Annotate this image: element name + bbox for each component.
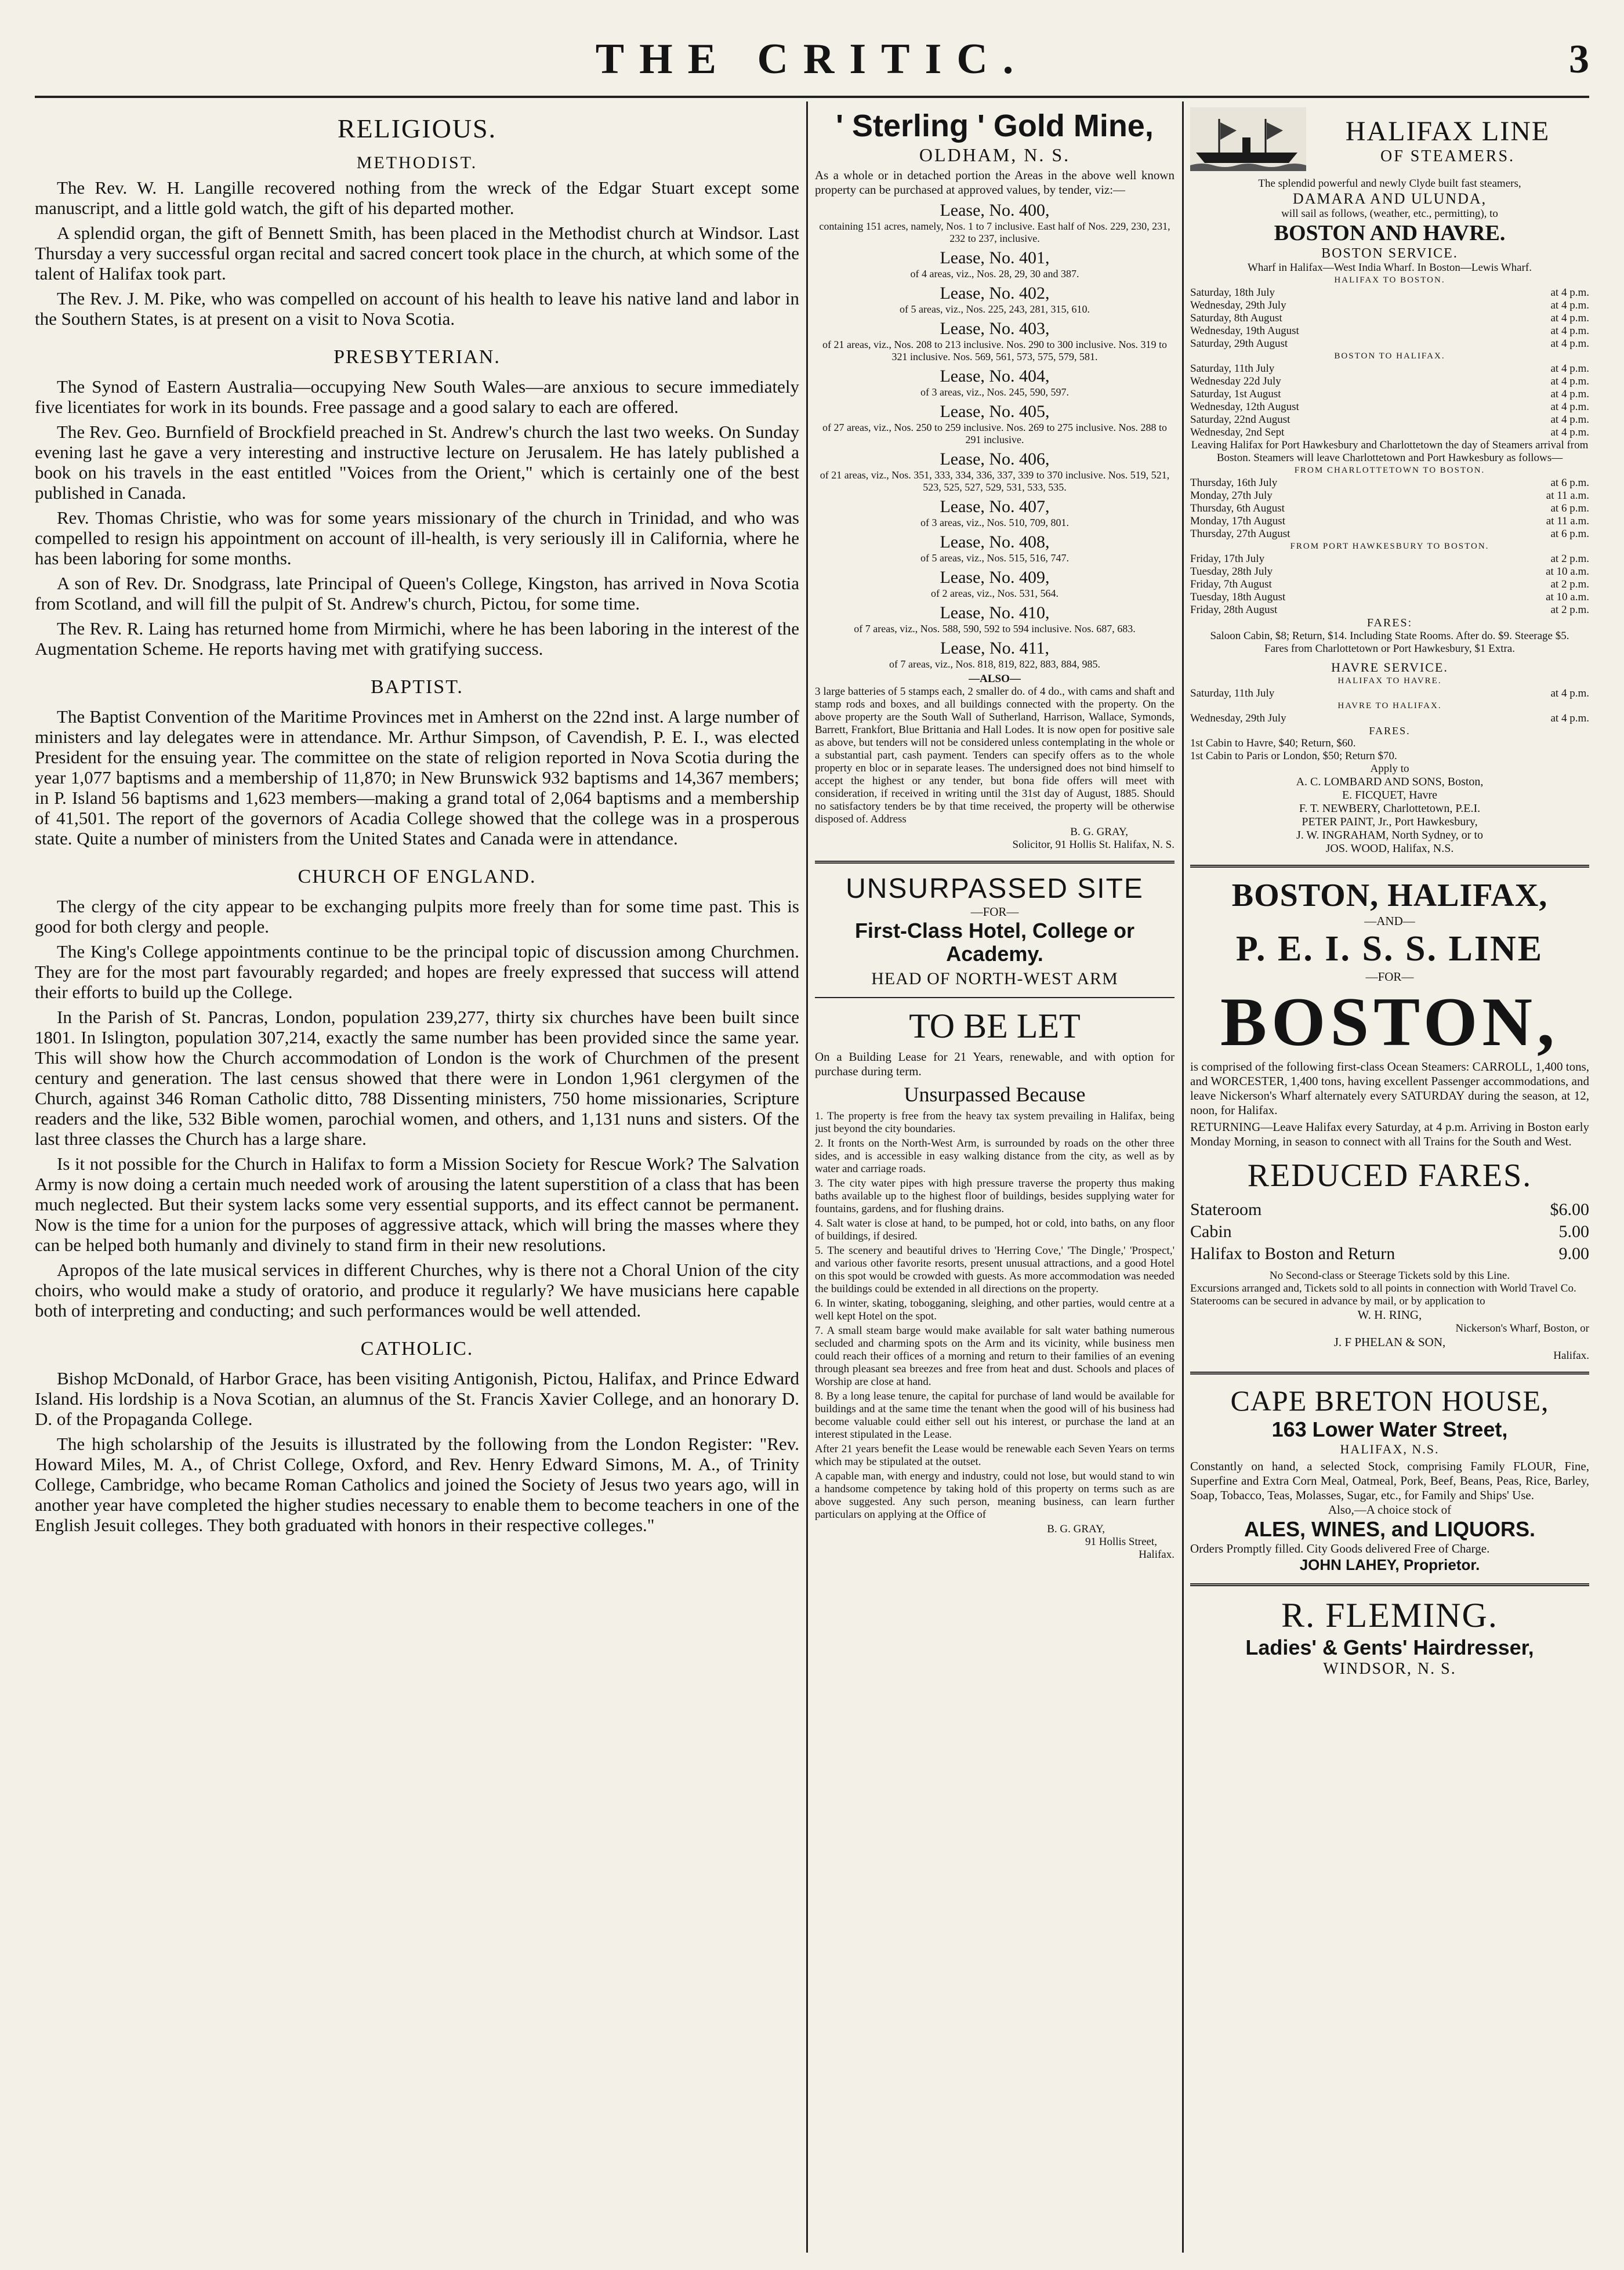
site-to-let-ad <box>815 873 1174 1561</box>
fare-label: Cabin <box>1190 1222 1232 1241</box>
presbyterian-heading: PRESBYTERIAN. <box>334 346 501 368</box>
lease-desc: of 3 areas, viz., Nos. 510, 709, 801. <box>920 517 1069 528</box>
ad-title: ' Sterling ' Gold Mine, <box>836 108 1154 143</box>
schedule-time: at 4 p.m. <box>1550 687 1589 699</box>
paragraph: A splendid organ, the gift of Bennett Smith, has been placed in the Methodist church at Windsor. Last Thursday a very successful organ recital and sacred concert took place in the church, at which some of the talent of Halifax took part. <box>35 223 799 284</box>
boston-heading: BOSTON, <box>1220 983 1559 1060</box>
schedule-date: Thursday, 27th August <box>1190 528 1290 540</box>
schedule-heading: BOSTON TO HALIFAX. <box>1334 351 1445 361</box>
also-text: 3 large batteries of 5 stamps each, 2 smaller do. of 4 do., with cams and shaft and stamp rods and boxes, and all buildings connected with the property. On the above property are the South Wall of Sutherland, Harrison, Wallace, Symonds, Barrett, Frankfort, Blue Brittania and Hall Lodes. It is now open for positive sale as above, but tenders will not be considered unless contemplating in the whole or a substantial part, cash payment. Tenders can specify offers as to the whole property en bloc or in separate leases. The undersigned does not bind himself to accept the highest or any tender, but bona fide offers will meet with consideration, if received in writing until the 31st day of August, 1885. Should no satisfactory tenders be by that time received, the property will be otherwise disposed of. Address <box>815 686 1174 825</box>
destination: BOSTON AND HAVRE. <box>1274 221 1506 245</box>
reason-item: 7. A small steam barge would make available for salt water bathing numerous secluded and charming spots on the Arm and its vicinity, while business men could reach their offices of a morning and return to their families of an evening through pleasant sea breezes and free from heat and dust. Schools and places of Worship are close at hand. <box>815 1325 1174 1388</box>
for-label: —FOR— <box>1365 970 1414 984</box>
reduced-fares-heading: REDUCED FARES. <box>1247 1158 1532 1194</box>
lease-item <box>815 639 1174 670</box>
signature-name: B. G. GRAY, <box>1070 826 1128 838</box>
lease-name: Lease, No. 410, <box>940 603 1050 622</box>
schedule-port-hawkesbury-to-boston <box>1190 553 1589 617</box>
church-of-england-heading: CHURCH OF ENGLAND. <box>298 866 536 887</box>
lease-name: Lease, No. 403, <box>940 319 1050 338</box>
lease-item <box>815 284 1174 316</box>
paragraph: The Rev. Geo. Burnfield of Brockfield preached in St. Andrew's church the last two weeks. On Sunday evening last he gave a very interesting and instructive lecture on Jerusalem. He has lately published a book on his travels in the east entitled "Voices from the Orient," which is certainly one of the best published in Canada. <box>35 422 799 503</box>
paragraph: The Synod of Eastern Australia—occupying New South Wales—are anxious to secure immediately five licentiates for work in its bounds. Free passage and a good salary to each are offered. <box>35 376 799 417</box>
ales-heading: ALES, WINES, and LIQUORS. <box>1244 1517 1536 1541</box>
methodist-heading: METHODIST. <box>356 153 478 172</box>
fleming-hairdresser-ad <box>1190 1595 1589 1678</box>
reason-item: 1. The property is free from the heavy tax system prevailing in Halifax, being just beyond the city boundaries. <box>815 1110 1174 1135</box>
schedule-row <box>1190 287 1589 299</box>
schedule-date: Friday, 28th August <box>1190 604 1278 616</box>
paragraph: The Rev. J. M. Pike, who was compelled on account of his health to leave his native land and labor in the Southern States, is at present on a visit to Nova Scotia. <box>35 288 799 329</box>
divider <box>1190 1372 1589 1375</box>
schedule-row <box>1190 553 1589 565</box>
reasons-list <box>815 1110 1174 1521</box>
schedule-time: at 6 p.m. <box>1550 477 1589 489</box>
steamship-icon <box>1190 107 1306 174</box>
fare-table <box>1190 1199 1589 1265</box>
store-city: HALIFAX, N.S. <box>1340 1442 1440 1456</box>
lease-item <box>815 367 1174 398</box>
schedule-time: at 4 p.m. <box>1550 426 1589 438</box>
schedule-date: Tuesday, 28th July <box>1190 565 1273 578</box>
lease-desc: of 21 areas, viz., Nos. 208 to 213 inclusive. Nos. 290 to 300 inclusive. Nos. 319 to 321 inclusive. Nos. 569, 561, 573, 575, 579, 581. <box>822 339 1167 362</box>
schedule-row <box>1190 477 1589 489</box>
to-let-heading: TO BE LET <box>909 1007 1081 1045</box>
paragraph: The Rev. R. Laing has returned home from Mirmichi, where he has been laboring in the interest of the Augmentation Scheme. He reports having met with gratifying success. <box>35 618 799 659</box>
schedule-date: Saturday, 22nd August <box>1190 414 1290 426</box>
lease-name: Lease, No. 402, <box>940 284 1050 303</box>
agents-list <box>1190 775 1589 855</box>
boston-halifax-pei-line-ad <box>1190 877 1589 1362</box>
schedule-row <box>1190 502 1589 515</box>
lease-terms: On a Building Lease for 21 Years, renewable, and with option for purchase during term. <box>815 1050 1174 1078</box>
because-heading: Unsurpassed Because <box>904 1083 1086 1106</box>
site-location: HEAD OF NORTH-WEST ARM <box>871 969 1118 988</box>
lease-item <box>815 449 1174 494</box>
schedule-row <box>1190 489 1589 502</box>
agent-name: W. H. RING, <box>1357 1308 1422 1322</box>
schedule-row <box>1190 591 1589 604</box>
lease-item <box>815 532 1174 564</box>
lease-item <box>815 248 1174 280</box>
schedule-row <box>1190 401 1589 414</box>
schedule-heading: HALIFAX TO HAVRE. <box>1337 676 1442 686</box>
schedule-time: at 10 a.m. <box>1546 591 1589 603</box>
schedule-row <box>1190 712 1589 725</box>
schedule-date: Saturday, 8th August <box>1190 312 1282 324</box>
returning-note: RETURNING—Leave Halifax every Saturday, at 4 p.m. Arriving in Boston early Monday Morning, in season to connect with all Trains for the South and West. <box>1190 1120 1589 1148</box>
signature-address: Solicitor, 91 Hollis St. Halifax, N. S. <box>1012 839 1174 851</box>
schedule-date: Wednesday, 2nd Sept <box>1190 426 1285 438</box>
lease-desc: of 2 areas, viz., Nos. 531, 564. <box>931 588 1058 599</box>
fare-price: $6.00 <box>1550 1200 1589 1219</box>
schedule-charlottetown-to-boston <box>1190 477 1589 541</box>
reason-item: 3. The city water pipes with high pressure traverse the property thus making baths available up to the highest floor of buildings, besides supplying water for fountains, gardens, and for flushing drains. <box>815 1177 1174 1215</box>
schedule-row <box>1190 325 1589 338</box>
advertisements-column-right <box>1190 107 1589 2253</box>
fare-row <box>1190 1243 1589 1265</box>
wharf-info: Wharf in Halifax—West India Wharf. In Boston—Lewis Wharf. <box>1247 262 1532 274</box>
lease-name: Lease, No. 405, <box>940 402 1050 421</box>
ad-title: BOSTON, HALIFAX, <box>1231 877 1548 913</box>
ad-title: HALIFAX LINE <box>1345 116 1550 147</box>
boston-service-heading: BOSTON SERVICE. <box>1321 246 1458 261</box>
lease-desc: of 27 areas, viz., Nos. 250 to 259 inclusive. Nos. 269 to 275 inclusive. Nos. 288 to 291 inclusive. <box>822 422 1167 445</box>
schedule-time: at 4 p.m. <box>1550 338 1589 350</box>
lease-item <box>815 603 1174 635</box>
lease-name: Lease, No. 408, <box>940 532 1050 552</box>
lease-item <box>815 402 1174 446</box>
lease-list <box>815 201 1174 670</box>
schedule-time: at 4 p.m. <box>1550 287 1589 299</box>
excursions-note: Excursions arranged and, Tickets sold to all points in connection with World Travel Co. <box>1190 1282 1576 1294</box>
schedule-row <box>1190 338 1589 350</box>
masthead <box>35 23 1589 98</box>
ad-intro: As a whole or in detached portion the Areas in the above well known property can be purchased at approved values, by tender, viz:— <box>815 168 1174 197</box>
schedule-row <box>1190 604 1589 617</box>
schedule-date: Saturday, 18th July <box>1190 287 1275 299</box>
schedule-row <box>1190 528 1589 541</box>
lease-name: Lease, No. 407, <box>940 497 1050 516</box>
ad-subtitle: OF STEAMERS. <box>1380 147 1516 165</box>
fare-row <box>1190 1199 1589 1221</box>
newspaper-title: THE CRITIC. <box>595 35 1029 83</box>
schedule-time: at 2 p.m. <box>1550 553 1589 565</box>
schedule-row <box>1190 687 1589 700</box>
proprietor: JOHN LAHEY, Proprietor. <box>1299 1556 1480 1573</box>
lease-name: Lease, No. 409, <box>940 568 1050 587</box>
paragraph: The King's College appointments continue to be the principal topic of discussion among Churchmen. They are for the most part favourably regarded; and hopes are freely expressed that success will attend their efforts to build up the College. <box>35 941 799 1002</box>
schedule-time: at 4 p.m. <box>1550 299 1589 311</box>
divider <box>815 997 1174 998</box>
site-purpose: First-Class Hotel, College or Academy. <box>854 919 1135 966</box>
havre-fare: 1st Cabin to Paris or London, $50; Return $70. <box>1190 750 1397 762</box>
fare-price: 5.00 <box>1558 1222 1589 1241</box>
agent-address: Nickerson's Wharf, Boston, or <box>1455 1322 1589 1335</box>
reason-item: 8. By a long lease tenure, the capital for purchase of land would be available for buildings and at the same time the tenant when the good will of his business had become valuable could either sell out his interest, or purchase the land at an interest stipulated in the Lease. <box>815 1390 1174 1441</box>
also-heading: —ALSO— <box>969 673 1021 685</box>
town: WINDSOR, N. S. <box>1323 1660 1456 1678</box>
lease-item <box>815 568 1174 600</box>
schedule-date: Thursday, 6th August <box>1190 502 1285 514</box>
column-rule <box>1182 101 1184 2253</box>
trade: Ladies' & Gents' Hairdresser, <box>1245 1636 1534 1659</box>
signature-name: B. G. GRAY, <box>1047 1523 1105 1535</box>
havre-fares-heading: FARES. <box>1369 725 1411 737</box>
reason-item: 2. It fronts on the North-West Arm, is surrounded by roads on the other three sides, and is accessible in easy walking distance from the city, as well as by water and carriage roads. <box>815 1137 1174 1175</box>
schedule-time: at 4 p.m. <box>1550 414 1589 426</box>
lease-name: Lease, No. 404, <box>940 367 1050 386</box>
religious-column <box>35 107 799 2253</box>
schedule-row <box>1190 515 1589 528</box>
schedule-date: Saturday, 29th August <box>1190 338 1288 350</box>
paragraph: The Baptist Convention of the Maritime Provinces met in Amherst on the 22nd inst. A large number of ministers and lay delegates were in attendance. Mr. Arthur Simpson, of Cavendish, P. E. I., was elected President for the ensuing year. The committee on the state of religion reported in Nova Scotia during the year 1,077 baptisms and a membership of 11,870; in New Brunswick 932 baptisms and 14,367 members; in P. Island 56 baptisms and 1,623 members—making a grand total of 2,064 baptisms and a membership of 41,501. The report of the governors of Acadia College showed that the college was in a prosperous state. Quite a number of ministers from the United States and Canada were in attendance. <box>35 706 799 848</box>
lease-item <box>815 319 1174 363</box>
lease-item <box>815 201 1174 245</box>
fares-heading: FARES: <box>1366 617 1413 629</box>
schedule-time: at 4 p.m. <box>1550 388 1589 400</box>
paragraph: The Rev. W. H. Langille recovered nothing from the wreck of the Edgar Stuart except some manuscript, and a little gold watch, the gift of his departed mother. <box>35 177 799 218</box>
ad-title: UNSURPASSED SITE <box>846 873 1144 904</box>
lease-name: Lease, No. 400, <box>940 201 1050 220</box>
paragraph: Apropos of the late musical services in different Churches, why is there not a Choral Union of the city choirs, who would make a study of oratorio, and produce it regularly? We have musicians here capable both of interpreting and conducting; and such performances would be well attended. <box>35 1260 799 1321</box>
schedule-date: Wednesday, 19th August <box>1190 325 1299 337</box>
lease-desc: containing 151 acres, namely, Nos. 1 to 7 inclusive. East half of Nos. 229, 230, 231, 232 to 237, inclusive. <box>819 220 1170 244</box>
paragraph: The clergy of the city appear to be exchanging pulpits more freely than for some time past. This is good for both clergy and people. <box>35 896 799 937</box>
schedule-date: Thursday, 16th July <box>1190 477 1278 489</box>
schedule-date: Monday, 17th August <box>1190 515 1285 527</box>
schedule-time: at 2 p.m. <box>1550 578 1589 590</box>
paragraph: In the Parish of St. Pancras, London, population 239,277, thirty six churches have been built since 1801. In Islington, population 307,214, exactly the same number has been provided since the same year. This will show how the Church accommodation of London is the work of Churchmen of the present century and generation. The last census showed that there were in London 1,961 clergymen of the Church, against 346 Roman Catholic ditto, 788 Dissenting ministers, 750 home missionaries, Scripture readers and the like, 532 Bible women, parochial women, and others, and 1,131 nuns and sisters. Of the last three classes the Church has a large share. <box>35 1007 799 1149</box>
reason-item: A capable man, with energy and industry, could not lose, but would stand to win a handsome competence by taking hold of this property on terms such as are above suggested. Any such person, meaning business, can learn further particulars on applying at the Office of <box>815 1470 1174 1521</box>
schedule-row <box>1190 388 1589 401</box>
schedule-halifax-to-boston <box>1190 287 1589 350</box>
sterling-gold-mine-ad <box>815 107 1174 851</box>
lease-desc: of 3 areas, viz., Nos. 245, 590, 597. <box>920 386 1069 398</box>
paragraph: A son of Rev. Dr. Snodgrass, late Principal of Queen's College, Kingston, has arrived in Nova Scotia from Scotland, and will fill the pulpit of St. Andrew's church, Pictou, for some time. <box>35 573 799 614</box>
baptist-heading: BAPTIST. <box>371 676 463 698</box>
schedule-heading: FROM CHARLOTTETOWN TO BOSTON. <box>1294 466 1485 475</box>
agent: JOS. WOOD, Halifax, N.S. <box>1325 842 1454 855</box>
schedule-row <box>1190 299 1589 312</box>
schedule-boston-to-halifax <box>1190 362 1589 439</box>
agent: PETER PAINT, Jr., Port Hawkesbury, <box>1302 815 1478 828</box>
schedule-date: Wednesday, 29th July <box>1190 712 1286 724</box>
fare-label: Halifax to Boston and Return <box>1190 1244 1395 1263</box>
schedule-date: Wednesday, 12th August <box>1190 401 1299 413</box>
agent: F. T. NEWBERY, Charlottetown, P.E.I. <box>1299 802 1481 815</box>
lease-name: Lease, No. 401, <box>940 248 1050 267</box>
lease-name: Lease, No. 406, <box>940 449 1050 469</box>
paragraph: Rev. Thomas Christie, who was for some years missionary of the church in Trinidad, and who was compelled to resign his appointment on account of ill-health, is very seriously ill in California, where he has been laboring for some months. <box>35 507 799 568</box>
schedule-time: at 10 a.m. <box>1546 565 1589 578</box>
catholic-heading: CATHOLIC. <box>360 1338 474 1359</box>
schedule-date: Saturday, 1st August <box>1190 388 1281 400</box>
schedule-time: at 4 p.m. <box>1550 375 1589 387</box>
schedule-date: Tuesday, 18th August <box>1190 591 1286 603</box>
agent: E. FICQUET, Havre <box>1342 789 1438 802</box>
divider <box>1190 1583 1589 1586</box>
apply-to: Apply to <box>1370 763 1409 775</box>
lease-desc: of 5 areas, viz., Nos. 225, 243, 281, 315, 610. <box>900 303 1090 315</box>
ad-title: R. FLEMING. <box>1281 1596 1498 1634</box>
and-label: —AND— <box>1364 914 1415 928</box>
no-second-class-note: No Second-class or Steerage Tickets sold by this Line. <box>1269 1270 1510 1282</box>
lease-desc: of 4 areas, viz., Nos. 28, 29, 30 and 387. <box>910 268 1079 280</box>
havre-service-heading: HAVRE SERVICE. <box>1331 660 1448 675</box>
sail-note: will sail as follows, (weather, etc., permitting), to <box>1281 208 1498 220</box>
lease-desc: of 21 areas, viz., Nos. 351, 333, 334, 336, 337, 339 to 370 inclusive. Nos. 519, 521, 523, 525, 527, 529, 531, 533, 535. <box>820 469 1170 493</box>
line-name: P. E. I. S. S. LINE <box>1235 929 1544 969</box>
advertisements-column-middle <box>815 107 1174 2253</box>
schedule-time: at 4 p.m. <box>1550 362 1589 375</box>
lease-item <box>815 497 1174 529</box>
schedule-date: Wednesday 22d July <box>1190 375 1281 387</box>
cape-breton-house-ad <box>1190 1384 1589 1574</box>
divider <box>1190 865 1589 868</box>
schedule-time: at 11 a.m. <box>1546 489 1589 502</box>
ad-subtitle: OLDHAM, N. S. <box>919 144 1071 165</box>
catholic-section <box>35 1368 799 1535</box>
fare-row <box>1190 1221 1589 1243</box>
schedule-row <box>1190 375 1589 388</box>
lease-desc: of 7 areas, viz., Nos. 588, 590, 592 to 594 inclusive. Nos. 687, 683. <box>854 623 1136 634</box>
schedule-time: at 2 p.m. <box>1550 604 1589 616</box>
methodist-section <box>35 177 799 329</box>
schedule-heading: FROM PORT HAWKESBURY TO BOSTON. <box>1290 542 1489 551</box>
lease-name: Lease, No. 411, <box>940 639 1049 658</box>
schedule-row <box>1190 312 1589 325</box>
paragraph: The high scholarship of the Jesuits is illustrated by the following from the London Register: "Rev. Howard Miles, M. A., of Christ College, Oxford, and Rev. Henry Edward Simons, M. A., of Trinity College, Cambridge, who became Roman Catholics and joined the Society of Jesus two years ago, will in another year have completed the higher studies necessary to enable them to become teachers in one of the English Jesuit colleges. They both graduated with honors in their respective colleges." <box>35 1434 799 1535</box>
schedule-heading: HAVRE TO HALIFAX. <box>1337 701 1442 710</box>
schedule-time: at 4 p.m. <box>1550 312 1589 324</box>
signature-city: Halifax. <box>1139 1549 1174 1561</box>
staterooms-note: Staterooms can be secured in advance by mail, or by application to <box>1190 1295 1485 1307</box>
schedule-date: Saturday, 11th July <box>1190 362 1275 375</box>
schedule-time: at 11 a.m. <box>1546 515 1589 527</box>
agent: A. C. LOMBARD AND SONS, Boston, <box>1296 775 1484 788</box>
schedule-date: Friday, 7th August <box>1190 578 1272 590</box>
schedule-time: at 4 p.m. <box>1550 325 1589 337</box>
schedule-date: Wednesday, 29th July <box>1190 299 1286 311</box>
schedule-heading: HALIFAX TO BOSTON. <box>1334 275 1445 285</box>
for-label: —FOR— <box>970 905 1019 919</box>
pei-note: Leaving Halifax for Port Hawkesbury and Charlottetown the day of Steamers arrival from Boston. Steamers will leave Charlottetown and Port Hawkesbury as follows— <box>1191 439 1589 464</box>
schedule-time: at 6 p.m. <box>1550 528 1589 540</box>
lease-desc: of 7 areas, viz., Nos. 818, 819, 822, 883, 884, 985. <box>889 658 1100 670</box>
reason-item: 6. In winter, skating, tobogganing, sleighing, and other parties, would centre at a well kept Hotel on the spot. <box>815 1297 1174 1322</box>
reason-item: 5. The scenery and beautiful drives to 'Herring Cove,' 'The Dingle,' 'Prospect,' and various other favorite resorts, present unusual attractions, and a good Hotel on this spot would be crowded with guests. As more accommodation was needed the buildings could be extended in all directions on the property. <box>815 1245 1174 1295</box>
agent-address: Halifax. <box>1553 1350 1589 1362</box>
ad-title: CAPE BRETON HOUSE, <box>1230 1384 1549 1417</box>
paragraph: Is it not possible for the Church in Halifax to form a Mission Society for Rescue Work? The Salvation Army is now doing a certain much needed work of arousing the latent superstition of a class that has been much neglected. But their system lacks some very essential supports, and its effect cannot be permanent. Now is the time for a union for the purposes of aggressive attack, which will bring the masses where they can be helped both humanly and divinely to stand firm in their new resolutions. <box>35 1154 799 1255</box>
baptist-section <box>35 706 799 848</box>
column-rule <box>806 101 808 2253</box>
ship-names: DAMARA AND ULUNDA, <box>1292 190 1487 207</box>
steamers-intro: The splendid powerful and newly Clyde built fast steamers, <box>1258 177 1521 190</box>
schedule-row <box>1190 578 1589 591</box>
lease-desc: of 5 areas, viz., Nos. 515, 516, 747. <box>920 552 1069 564</box>
schedule-row <box>1190 414 1589 426</box>
schedule-date: Saturday, 11th July <box>1190 687 1275 699</box>
schedule-time: at 6 p.m. <box>1550 502 1589 514</box>
halifax-line-ad <box>1190 107 1589 855</box>
paragraph: Bishop McDonald, of Harbor Grace, has been visiting Antigonish, Pictou, Halifax, and Prince Edward Island. His lordship is a Nova Scotian, an alumnus of the St. Francis Xavier College, and an honorary D. D. of the Propaganda College. <box>35 1368 799 1429</box>
presbyterian-section <box>35 376 799 659</box>
church-of-england-section <box>35 896 799 1321</box>
fare-price: 9.00 <box>1558 1244 1589 1263</box>
orders-note: Orders Promptly filled. City Goods delivered Free of Charge. <box>1190 1542 1490 1555</box>
store-body: Constantly on hand, a selected Stock, comprising Family FLOUR, Fine, Superfine and Extra Corn Meal, Oatmeal, Pork, Beef, Beans, Peas, Rice, Barley, Soap, Tobacco, Teas, Molasses, Sugar, etc., for Family and Ships' Use. <box>1190 1459 1589 1502</box>
schedule-time: at 4 p.m. <box>1550 712 1589 724</box>
divider <box>815 861 1174 864</box>
agent: J. W. INGRAHAM, North Sydney, or to <box>1296 829 1484 842</box>
page-number: 3 <box>1569 37 1589 82</box>
also-label: Also,—A choice stock of <box>1328 1503 1452 1517</box>
schedule-row <box>1190 565 1589 578</box>
fares-note: Fares from Charlottetown or Port Hawkesbury, $1 Extra. <box>1264 643 1515 655</box>
havre-fare: 1st Cabin to Havre, $40; Return, $60. <box>1190 737 1356 749</box>
agent-name: J. F PHELAN & SON, <box>1333 1335 1446 1349</box>
reason-item: 4. Salt water is close at hand, to be pumped, hot or cold, into baths, on any floor of buildings, if desired. <box>815 1217 1174 1242</box>
schedule-row <box>1190 426 1589 439</box>
store-address: 163 Lower Water Street, <box>1271 1417 1508 1441</box>
schedule-date: Monday, 27th July <box>1190 489 1273 502</box>
signature-address: 91 Hollis Street, <box>1085 1536 1157 1548</box>
schedule-row <box>1190 362 1589 375</box>
reason-item: After 21 years benefit the Lease would be renewable each Seven Years on terms which may be stipulated at the outset. <box>815 1443 1174 1468</box>
fares-text: Saloon Cabin, $8; Return, $14. Including State Rooms. After do. $9. Steerage $5. <box>1210 630 1569 642</box>
fare-label: Stateroom <box>1190 1200 1262 1219</box>
schedule-date: Friday, 17th July <box>1190 553 1265 565</box>
schedule-time: at 4 p.m. <box>1550 401 1589 413</box>
religious-heading: RELIGIOUS. <box>337 114 497 143</box>
line-body: is comprised of the following first-class Ocean Steamers: CARROLL, 1,400 tons, and WORCESTER, 1,400 tons, having excellent Passenger accommodations, and leave Nickerson's Wharf alternately every SATURDAY during the season, at 12, noon, for Halifax. <box>1190 1060 1589 1117</box>
